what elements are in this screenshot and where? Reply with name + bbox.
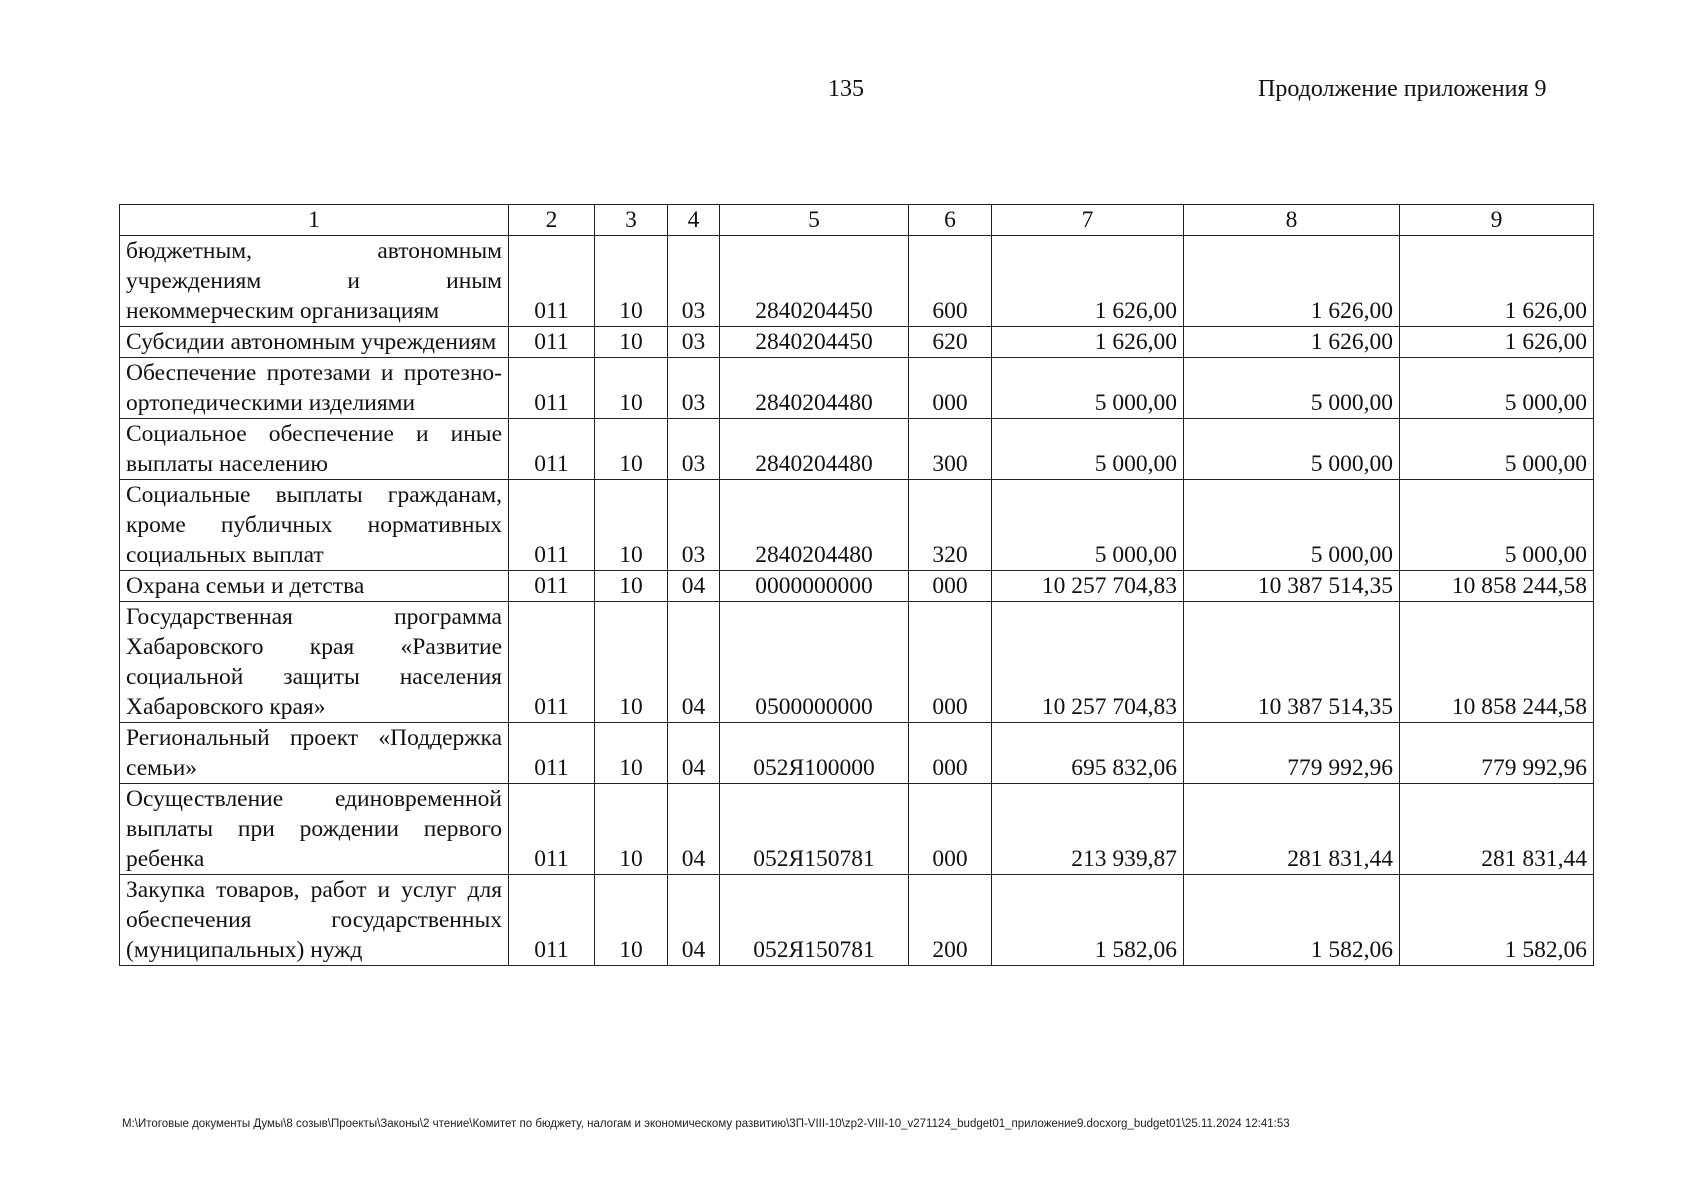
table-row xyxy=(120,327,1594,358)
cell-target-article: 2840204450 xyxy=(720,236,909,327)
cell-target-article: 2840204480 xyxy=(720,480,909,571)
cell-section: 10 xyxy=(595,875,668,966)
cell-target-article: 052Я150781 xyxy=(720,875,909,966)
cell-amount-7: 1 582,06 xyxy=(992,875,1184,966)
cell-subsection: 04 xyxy=(668,784,720,875)
cell-ministry: 011 xyxy=(509,723,595,784)
row-name: Субсидии автономным учреждениям xyxy=(120,327,509,358)
cell-section: 10 xyxy=(595,358,668,419)
cell-amount-7: 5 000,00 xyxy=(992,419,1184,480)
cell-amount-8: 5 000,00 xyxy=(1184,358,1400,419)
row-name: бюджетным, автономным учреждениям и иным некоммерческим организациям xyxy=(120,236,509,327)
cell-ministry: 011 xyxy=(509,875,595,966)
cell-expense-type: 300 xyxy=(909,419,992,480)
cell-target-article: 052Я100000 xyxy=(720,723,909,784)
column-header: 8 xyxy=(1184,205,1400,236)
cell-amount-7: 213 939,87 xyxy=(992,784,1184,875)
appendix-label: Продолжение приложения 9 xyxy=(1258,76,1547,102)
cell-amount-8: 5 000,00 xyxy=(1184,419,1400,480)
column-header: 1 xyxy=(120,205,509,236)
row-name: Социальные выплаты гражданам, кроме публичных нормативных социальных выплат xyxy=(120,480,509,571)
cell-ministry: 011 xyxy=(509,602,595,723)
cell-expense-type: 620 xyxy=(909,327,992,358)
cell-target-article: 0500000000 xyxy=(720,602,909,723)
cell-ministry: 011 xyxy=(509,784,595,875)
cell-amount-9: 5 000,00 xyxy=(1400,419,1594,480)
cell-amount-7: 10 257 704,83 xyxy=(992,602,1184,723)
row-name: Осуществление единовременной выплаты при рождении первого ребенка xyxy=(120,784,509,875)
cell-ministry: 011 xyxy=(509,419,595,480)
table-row xyxy=(120,358,1594,419)
column-header: 9 xyxy=(1400,205,1594,236)
cell-expense-type: 000 xyxy=(909,571,992,602)
cell-amount-8: 10 387 514,35 xyxy=(1184,571,1400,602)
cell-target-article: 0000000000 xyxy=(720,571,909,602)
cell-amount-7: 695 832,06 xyxy=(992,723,1184,784)
cell-amount-9: 5 000,00 xyxy=(1400,480,1594,571)
cell-target-article: 2840204480 xyxy=(720,419,909,480)
cell-section: 10 xyxy=(595,327,668,358)
cell-ministry: 011 xyxy=(509,236,595,327)
cell-target-article: 052Я150781 xyxy=(720,784,909,875)
column-header: 2 xyxy=(509,205,595,236)
cell-expense-type: 200 xyxy=(909,875,992,966)
table-row xyxy=(120,875,1594,966)
column-number-row xyxy=(120,205,1594,236)
cell-amount-8: 5 000,00 xyxy=(1184,480,1400,571)
cell-amount-9: 5 000,00 xyxy=(1400,358,1594,419)
column-header: 3 xyxy=(595,205,668,236)
table-row xyxy=(120,480,1594,571)
cell-amount-9: 1 582,06 xyxy=(1400,875,1594,966)
cell-amount-7: 5 000,00 xyxy=(992,480,1184,571)
cell-amount-8: 1 582,06 xyxy=(1184,875,1400,966)
cell-target-article: 2840204450 xyxy=(720,327,909,358)
column-header: 5 xyxy=(720,205,909,236)
cell-expense-type: 320 xyxy=(909,480,992,571)
column-header: 7 xyxy=(992,205,1184,236)
table-row xyxy=(120,236,1594,327)
cell-expense-type: 000 xyxy=(909,723,992,784)
cell-section: 10 xyxy=(595,480,668,571)
cell-section: 10 xyxy=(595,723,668,784)
cell-amount-9: 10 858 244,58 xyxy=(1400,571,1594,602)
cell-expense-type: 000 xyxy=(909,602,992,723)
cell-amount-9: 1 626,00 xyxy=(1400,236,1594,327)
cell-section: 10 xyxy=(595,571,668,602)
cell-amount-8: 1 626,00 xyxy=(1184,327,1400,358)
cell-section: 10 xyxy=(595,236,668,327)
cell-amount-9: 1 626,00 xyxy=(1400,327,1594,358)
cell-expense-type: 000 xyxy=(909,358,992,419)
cell-ministry: 011 xyxy=(509,327,595,358)
cell-subsection: 04 xyxy=(668,571,720,602)
row-name: Обеспечение протезами и протезно-ортопедическими изделиями xyxy=(120,358,509,419)
cell-ministry: 011 xyxy=(509,358,595,419)
page-number: 135 xyxy=(828,76,864,102)
cell-expense-type: 600 xyxy=(909,236,992,327)
cell-subsection: 04 xyxy=(668,723,720,784)
cell-amount-7: 5 000,00 xyxy=(992,358,1184,419)
cell-expense-type: 000 xyxy=(909,784,992,875)
column-header: 4 xyxy=(668,205,720,236)
cell-section: 10 xyxy=(595,419,668,480)
cell-amount-7: 1 626,00 xyxy=(992,327,1184,358)
cell-amount-8: 281 831,44 xyxy=(1184,784,1400,875)
cell-subsection: 04 xyxy=(668,602,720,723)
cell-section: 10 xyxy=(595,602,668,723)
row-name: Социальное обеспечение и иные выплаты населению xyxy=(120,419,509,480)
row-name: Региональный проект «Поддержка семьи» xyxy=(120,723,509,784)
cell-subsection: 03 xyxy=(668,236,720,327)
cell-subsection: 03 xyxy=(668,358,720,419)
cell-amount-9: 10 858 244,58 xyxy=(1400,602,1594,723)
column-header: 6 xyxy=(909,205,992,236)
cell-amount-9: 281 831,44 xyxy=(1400,784,1594,875)
table-row xyxy=(120,419,1594,480)
cell-subsection: 03 xyxy=(668,480,720,571)
row-name: Государственная программа Хабаровского края «Развитие социальной защиты населения Хабаровского края» xyxy=(120,602,509,723)
cell-target-article: 2840204480 xyxy=(720,358,909,419)
cell-amount-7: 1 626,00 xyxy=(992,236,1184,327)
row-name: Закупка товаров, работ и услуг для обеспечения государственных (муниципальных) нужд xyxy=(120,875,509,966)
table-row xyxy=(120,723,1594,784)
cell-amount-9: 779 992,96 xyxy=(1400,723,1594,784)
cell-amount-8: 1 626,00 xyxy=(1184,236,1400,327)
cell-ministry: 011 xyxy=(509,480,595,571)
table-row xyxy=(120,602,1594,723)
row-name: Охрана семьи и детства xyxy=(120,571,509,602)
table-row xyxy=(120,571,1594,602)
cell-subsection: 04 xyxy=(668,875,720,966)
cell-section: 10 xyxy=(595,784,668,875)
budget-table xyxy=(119,204,1594,966)
table-row xyxy=(120,784,1594,875)
cell-subsection: 03 xyxy=(668,419,720,480)
cell-subsection: 03 xyxy=(668,327,720,358)
cell-amount-8: 10 387 514,35 xyxy=(1184,602,1400,723)
cell-amount-8: 779 992,96 xyxy=(1184,723,1400,784)
footer-file-path: M:\Итоговые документы Думы\8 созыв\Проекты\Законы\2 чтение\Комитет по бюджету, налогам и экономическому развитию\3П-VIII-10\zp2-VIII-10_v271124_budget01_приложение9.docxorg_budget01\25.11.2024 12:41:53 xyxy=(122,1118,1290,1130)
cell-amount-7: 10 257 704,83 xyxy=(992,571,1184,602)
cell-ministry: 011 xyxy=(509,571,595,602)
